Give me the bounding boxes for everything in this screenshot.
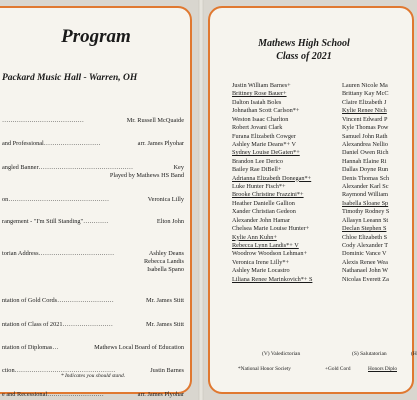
- program-item-performer: Rebecca Landis: [143, 258, 184, 265]
- graduate-name: Brandon Lee Derico: [232, 157, 284, 165]
- graduate-name: Nathanael John W: [342, 267, 389, 275]
- program-item-title: on…………………………………………: [2, 196, 110, 203]
- graduate-name: Alexander Karl Sc: [342, 183, 389, 191]
- program-item-title: ntation of Diplomas…: [2, 344, 59, 351]
- graduate-name: Furana Elizabeth Cowger: [232, 132, 296, 140]
- graduate-name: Dominic Vance V: [342, 250, 387, 258]
- graduate-name: Woodrow Woodson Lehman+: [232, 250, 307, 258]
- graduate-name: Kylie Ann Kuhn+: [232, 233, 277, 241]
- graduate-name: Timothy Rodney S: [342, 208, 390, 216]
- graduate-name: Rebecca Lynn Landis*+ V: [232, 242, 299, 250]
- venue-line: Packard Music Hall - Warren, OH: [2, 73, 138, 83]
- program-item-title: e and Recessional………………………: [2, 391, 104, 398]
- program-item-performer: Played by Mathews HS Band: [109, 172, 184, 179]
- graduate-name: Brooke Christine Frazzini*+: [232, 191, 304, 199]
- stand-note: * Indicates you should stand.: [60, 373, 126, 379]
- program-page: [0, 6, 192, 398]
- graduate-column-1: [232, 82, 312, 284]
- graduate-name: Alexander John Hamar: [232, 216, 290, 224]
- program-item-performer: Justin Barnes: [150, 367, 184, 374]
- program-item-title: rangement - "I'm Still Standing"…………: [2, 218, 109, 225]
- graduate-name: Weston Isaac Charlton: [232, 115, 289, 123]
- graduate-name: Kylie Renee Nich: [342, 107, 387, 115]
- program-item-performer: Veronica Lilly: [147, 196, 184, 203]
- graduate-name: Claire Elizabeth J: [342, 98, 387, 106]
- program-item-performer: Ashley Deans: [148, 250, 184, 257]
- graduate-name: Sydney Louise DeGaten*+: [232, 149, 300, 157]
- graduate-name: Isabella Sloane Sp: [342, 199, 389, 207]
- graduate-name: Dalton Isaiah Boles: [232, 98, 282, 106]
- class-title: Class of 2021: [276, 51, 332, 62]
- page-fold: [198, 0, 204, 400]
- graduate-name: Raymond William: [342, 191, 388, 199]
- graduate-name: Ashley Marie Deans*+ V: [232, 140, 296, 148]
- graduate-name: Brittany Kay McC: [342, 90, 389, 98]
- program-item-title: …………………………………: [2, 117, 84, 124]
- program-item-performer: Mr. Russell McQuaide: [126, 117, 184, 124]
- program-item-performer: Mr. James Stitt: [146, 297, 184, 304]
- graduate-name: Alexis Renee Wea: [342, 258, 388, 266]
- graduate-name: Veronica Irene Lilly*+: [232, 258, 289, 266]
- program-item-performer: Mathews Local Board of Education: [94, 344, 184, 351]
- graduate-name: Samuel John Rath: [342, 132, 388, 140]
- graduate-name: Chloe Elizabeth S: [342, 233, 388, 241]
- program-item-performer: Mr. James Stitt: [146, 321, 184, 328]
- graduate-name: Allasyn Leeann St: [342, 216, 389, 224]
- graduate-name: Xander Christian Gedeon: [232, 208, 296, 216]
- graduate-name: Chelsea Marie Louise Hunter+: [232, 225, 310, 233]
- graduate-name: Brittney Rose Bauer+: [232, 90, 287, 98]
- graduate-name: Hannah Elaine Ri: [342, 157, 387, 165]
- graduate-name: Vincent Edward P: [342, 115, 388, 123]
- graduate-name: Daniel Owen Rich: [342, 149, 389, 157]
- graduate-name: Kyle Thomas Pow: [342, 124, 389, 132]
- graduate-name: Robert Jovani Clark: [232, 124, 283, 132]
- graduate-name: Ashley Marie Locastro: [232, 267, 290, 275]
- graduates-page: [208, 6, 417, 394]
- legend-nhs: *National Honor Society: [238, 366, 291, 372]
- graduate-name: Dallas Doyne Run: [342, 166, 389, 174]
- graduate-name: Justin William Barnes+: [232, 82, 291, 89]
- legend-salutatorian: (S) Salutatorian: [352, 351, 387, 357]
- legend-gold-cord: +Gold Cord: [325, 366, 351, 372]
- program-title: Program: [61, 26, 131, 47]
- program-item-title: ction…………………………………………: [2, 367, 116, 374]
- graduate-name: Liliana Renee Marinkovich*+ S: [232, 275, 313, 283]
- graduate-name: Adrianna Elizabeth Donegan*+: [232, 174, 312, 182]
- program-item-title: angled Banner………………………………………: [2, 164, 133, 171]
- graduate-name: Bailey Rae DiBell+: [232, 166, 282, 174]
- program-item-title: ntation of Class of 2021……………………: [2, 321, 113, 328]
- graduate-name: Alexandrea Nellio: [342, 140, 388, 148]
- legend-honors: (H: [411, 351, 417, 357]
- graduate-name: Lauren Nicole Ma: [342, 82, 388, 89]
- legend-valedictorian: (V) Valedictorian: [262, 351, 301, 357]
- graduate-name: Declan Stephen S: [342, 225, 387, 233]
- program-item-performer: arr. James Plyohar: [137, 391, 184, 398]
- program-item-performer: arr. James Plyohar: [137, 140, 184, 147]
- program-item-performer: Key: [173, 164, 184, 171]
- graduate-name: Heather Danielle Gallion: [232, 199, 295, 207]
- graduate-name: Nicolas Everett Za: [342, 275, 389, 283]
- program-item-performer: Elton John: [156, 218, 184, 225]
- graduate-name: Luke Hunter Fisch*+: [232, 183, 286, 191]
- program-item-title: and Professional………………………: [2, 140, 101, 147]
- program-item-title: torian Address………………………………: [2, 250, 115, 257]
- graduate-name: Denis Thomas Sch: [342, 174, 390, 182]
- program-item-title: ntation of Gold Cords………………………: [2, 297, 114, 304]
- school-title: Mathews High School: [258, 38, 350, 49]
- graduate-name: Johnathan Scott Carlson*+: [232, 107, 300, 115]
- legend-honors-diploma: Honors Diplo: [368, 366, 397, 372]
- program-item-performer: Isabella Spano: [147, 266, 184, 273]
- graduate-name: Cody Alexander T: [342, 242, 389, 250]
- graduate-column-2: [342, 82, 389, 284]
